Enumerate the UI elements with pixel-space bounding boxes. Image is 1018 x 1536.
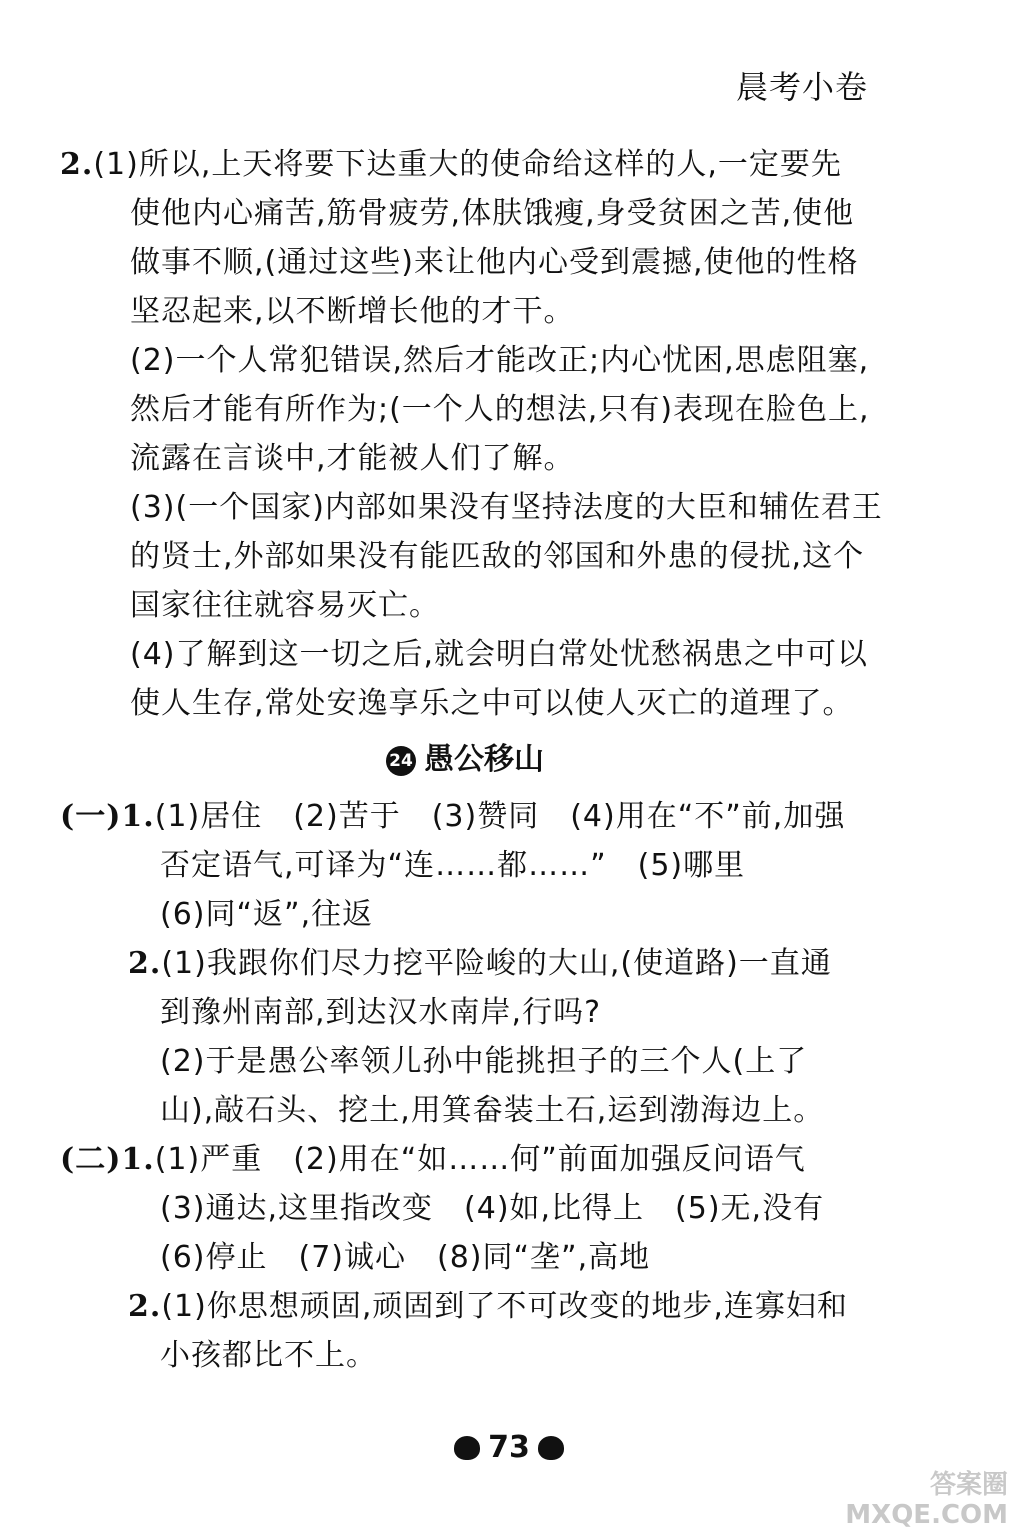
question-number: 1. bbox=[121, 799, 155, 834]
answer-line: 2.(1)你思想顽固,顽固到了不可改变的地步,连寡妇和 bbox=[128, 1289, 848, 1324]
part-label: (一) bbox=[60, 799, 122, 834]
page-header-title: 晨考小卷 bbox=[735, 68, 868, 106]
answer-line: 然后才能有所作为;(一个人的想法,只有)表现在脸色上, bbox=[130, 392, 870, 427]
answer-line: 做事不顺,(通过这些)来让他内心受到震撼,使他的性格 bbox=[130, 245, 859, 280]
answer-line: (3)通达,这里指改变 (4)如,比得上 (5)无,没有 bbox=[160, 1191, 825, 1226]
answer-line: (一)1.(1)居住 (2)苦于 (3)赞同 (4)用在“不”前,加强 bbox=[60, 799, 846, 834]
answer-line: (2)一个人常犯错误,然后才能改正;内心忧困,思虑阻塞, bbox=[130, 343, 870, 378]
answer-content bbox=[60, 140, 883, 1380]
question-number: 1. bbox=[121, 1142, 155, 1177]
answer-line: (6)停止 (7)诚心 (8)同“垄”,高地 bbox=[160, 1240, 651, 1275]
watermark: 答案圈 MXQE.COM bbox=[845, 1470, 1008, 1530]
question-number: 2. bbox=[128, 946, 162, 981]
answer-line: 山),敲石头、挖土,用箕畚装土石,运到渤海边上。 bbox=[160, 1093, 825, 1128]
answer-line: 到豫州南部,到达汉水南岸,行吗? bbox=[160, 995, 601, 1030]
answer-line: 国家往往就容易灭亡。 bbox=[130, 588, 440, 623]
leaf-right-icon bbox=[538, 1436, 564, 1460]
page-number: 73 bbox=[488, 1430, 530, 1465]
question-number: 2. bbox=[60, 147, 94, 182]
answer-line: 小孩都比不上。 bbox=[160, 1338, 377, 1373]
answer-line: 的贤士,外部如果没有能匹敌的邻国和外患的侵扰,这个 bbox=[130, 539, 865, 574]
answer-line: 使他内心痛苦,筋骨疲劳,体肤饿瘦,身受贫困之苦,使他 bbox=[130, 196, 855, 231]
answer-line: 2.(1)我跟你们尽力挖平险峻的大山,(使道路)一直通 bbox=[128, 946, 832, 981]
answer-line: (2)于是愚公率领儿孙中能挑担子的三个人(上了 bbox=[160, 1044, 808, 1079]
answer-line: (6)同“返”,往返 bbox=[160, 897, 374, 932]
answer-line: 使人生存,常处安逸享乐之中可以使人灭亡的道理了。 bbox=[130, 686, 854, 721]
lesson-title: 愚公移山 bbox=[424, 742, 544, 777]
lesson-number-badge: 24 bbox=[386, 746, 416, 776]
answer-line: 流露在言谈中,才能被人们了解。 bbox=[130, 441, 575, 476]
leaf-left-icon bbox=[454, 1436, 480, 1460]
answer-line: (二)1.(1)严重 (2)用在“如……何”前面加强反问语气 bbox=[60, 1142, 806, 1177]
answer-line: 坚忍起来,以不断增长他的才干。 bbox=[130, 294, 575, 329]
page-footer bbox=[0, 1430, 1018, 1465]
question-number: 2. bbox=[128, 1289, 162, 1324]
section-title bbox=[60, 732, 870, 788]
answer-line: 2.(1)所以,上天将要下达重大的使命给这样的人,一定要先 bbox=[60, 147, 842, 182]
answer-line: (3)(一个国家)内部如果没有坚持法度的大臣和辅佐君王 bbox=[130, 490, 883, 525]
answer-line: 否定语气,可译为“连……都……” (5)哪里 bbox=[160, 848, 746, 883]
part-label: (二) bbox=[60, 1142, 122, 1177]
answer-line: (4)了解到这一切之后,就会明白常处忧愁祸患之中可以 bbox=[130, 637, 869, 672]
